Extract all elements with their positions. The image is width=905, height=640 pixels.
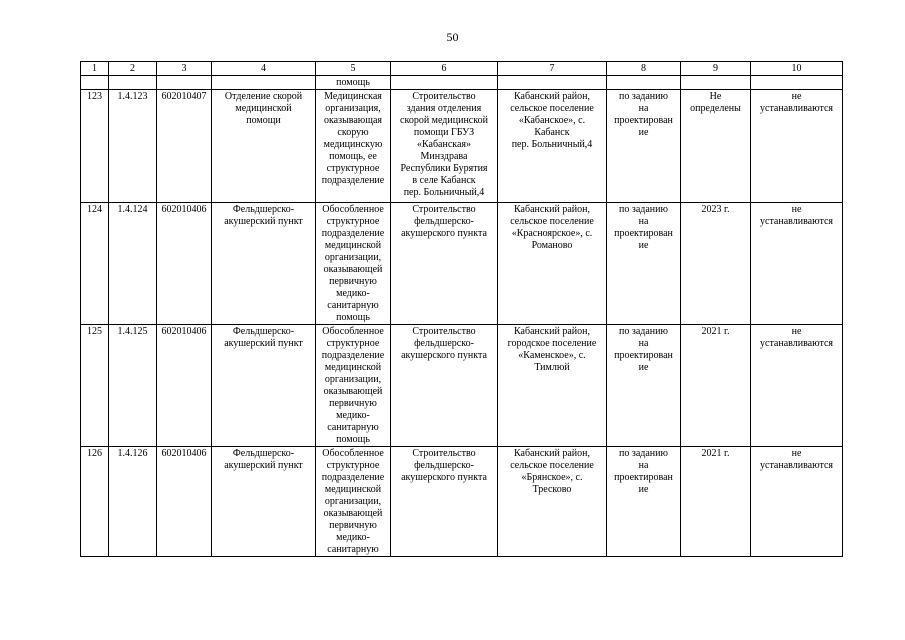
characteristics-cell <box>607 447 681 557</box>
cell-text-line: Строительство <box>412 91 476 102</box>
cell-text-line: организации, <box>324 252 382 263</box>
cell-text-line: «Брянское», с. <box>521 472 583 483</box>
cell-text-line: медицинскую <box>323 139 383 150</box>
object-purpose-cell <box>316 203 391 325</box>
cell-text-line: подразделение <box>321 472 385 483</box>
cell-text-line: устанавливаются <box>760 103 833 114</box>
activity-cell <box>391 203 498 325</box>
cell-text-line: организации, <box>324 374 382 385</box>
cell-text-line: медицинской <box>324 240 382 251</box>
column-number: 5 <box>316 62 391 76</box>
cell-text-line: акушерский пункт <box>224 338 303 349</box>
cell-text-line: оказывающая <box>323 115 383 126</box>
table-cell <box>751 76 843 90</box>
table-cell <box>109 76 157 90</box>
column-number: 6 <box>391 62 498 76</box>
cell-text-line: помощь <box>336 312 370 323</box>
characteristics-cell <box>607 325 681 447</box>
column-number: 10 <box>751 62 843 76</box>
cell-text-line: структурное <box>326 460 380 471</box>
cell-text-line: по заданию <box>619 91 668 102</box>
cell-text-line: скорой медицинской <box>400 115 488 126</box>
table-cell <box>212 76 316 90</box>
object-purpose-cell <box>316 325 391 447</box>
column-number-row <box>81 62 843 76</box>
cell-text-line: по заданию <box>619 204 668 215</box>
table-row <box>81 203 843 325</box>
zones-cell <box>751 447 843 557</box>
cell-text-line: организация, <box>325 103 381 114</box>
row-number-cell: 124 <box>81 203 109 325</box>
cell-text-line: 2021 г. <box>701 326 730 337</box>
cell-text-line: акушерского пункта <box>401 350 487 361</box>
cell-text-line: акушерского пункта <box>401 472 487 483</box>
location-cell <box>498 90 607 203</box>
table-cell <box>607 76 681 90</box>
object-name-cell <box>212 325 316 447</box>
cell-text-line: фельдшерско- <box>414 216 474 227</box>
cell-text-line: Обособленное <box>322 448 384 459</box>
cell-text-line: помощи ГБУЗ <box>413 127 475 138</box>
object-name-cell <box>212 203 316 325</box>
cell-text-line: на <box>638 216 649 227</box>
cell-text-line: фельдшерско- <box>414 460 474 471</box>
activity-cell <box>391 447 498 557</box>
characteristics-cell <box>607 90 681 203</box>
deadline-cell <box>681 447 751 557</box>
cell-text-line: первичную <box>329 276 377 287</box>
column-number: 3 <box>157 62 212 76</box>
cell-text-line: Республики Бурятия <box>400 163 488 174</box>
cell-text-line: Тимлюй <box>534 362 570 373</box>
activity-cell <box>391 90 498 203</box>
cell-text-line: санитарную <box>327 300 379 311</box>
cell-text-line: Кабанск <box>534 127 570 138</box>
row-number-cell: 125 <box>81 325 109 447</box>
cell-text-line: первичную <box>329 520 377 531</box>
okof-code-cell: 602010406 <box>157 447 212 557</box>
cell-text-line: сельское поселение <box>510 216 594 227</box>
column-number: 9 <box>681 62 751 76</box>
cell-text-line: помощь <box>336 434 370 445</box>
cell-text-line: сельское поселение <box>510 103 594 114</box>
continuation-purpose-cell <box>316 76 391 90</box>
cell-text-line: ие <box>638 240 649 251</box>
cell-text-line: Строительство <box>412 326 476 337</box>
cell-text-line: Минздрава <box>420 151 468 162</box>
table-cell <box>681 76 751 90</box>
cell-text-line: подразделение <box>321 228 385 239</box>
cell-text-line: Кабанский район, <box>514 204 590 215</box>
column-number: 4 <box>212 62 316 76</box>
characteristics-cell <box>607 203 681 325</box>
cell-text-line: оказывающей <box>323 386 383 397</box>
cell-text-line: не <box>791 91 802 102</box>
cell-text-line: «Красноярское», с. <box>511 228 593 239</box>
cell-text-line: подразделение <box>321 175 385 186</box>
cell-text-line: медико- <box>336 410 370 421</box>
cell-text-line: «Каменское», с. <box>518 350 586 361</box>
cell-text-line: устанавливаются <box>760 338 833 349</box>
cell-text-line: структурное <box>326 216 380 227</box>
cell-text-line: оказывающей <box>323 508 383 519</box>
cell-text-line: Фельдшерско- <box>232 204 295 215</box>
cell-text-line: проектирован <box>614 115 673 126</box>
column-number: 1 <box>81 62 109 76</box>
location-cell <box>498 203 607 325</box>
cell-text-line: пер. Больничный,4 <box>511 139 593 150</box>
cell-text-line: ие <box>638 484 649 495</box>
column-number: 7 <box>498 62 607 76</box>
cell-text-line: акушерский пункт <box>224 460 303 471</box>
row-code-cell: 1.4.126 <box>109 447 157 557</box>
cell-text-line: Кабанский район, <box>514 91 590 102</box>
cell-text-line: устанавливаются <box>760 460 833 471</box>
location-cell <box>498 447 607 557</box>
object-name-cell <box>212 90 316 203</box>
cell-text-line: проектирован <box>614 350 673 361</box>
cell-text-line: Строительство <box>412 204 476 215</box>
table-row <box>81 447 843 557</box>
objects-table <box>80 61 843 557</box>
cell-text-line: Романово <box>531 240 573 251</box>
zones-cell <box>751 203 843 325</box>
row-code-cell: 1.4.125 <box>109 325 157 447</box>
cell-text-line: сельское поселение <box>510 460 594 471</box>
cell-text-line: Не <box>709 91 722 102</box>
cell-text-line: структурное <box>326 163 380 174</box>
row-code-cell: 1.4.123 <box>109 90 157 203</box>
cell-text-line: помощь, ее <box>329 151 377 162</box>
cell-text-line: помощи <box>246 115 281 126</box>
deadline-cell <box>681 90 751 203</box>
cell-text-line: Фельдшерско- <box>232 448 295 459</box>
cell-text-line: помощь <box>336 77 370 88</box>
cell-text-line: не <box>791 204 802 215</box>
cell-text-line: Тресково <box>532 484 572 495</box>
table-cell <box>81 76 109 90</box>
cell-text-line: структурное <box>326 338 380 349</box>
object-purpose-cell <box>316 90 391 203</box>
row-code-cell: 1.4.124 <box>109 203 157 325</box>
cell-text-line: организации, <box>324 496 382 507</box>
cell-text-line: подразделение <box>321 350 385 361</box>
table-row <box>81 90 843 203</box>
cell-text-line: Медицинская <box>324 91 382 102</box>
deadline-cell <box>681 325 751 447</box>
cell-text-line: Отделение скорой <box>224 91 303 102</box>
cell-text-line: не <box>791 326 802 337</box>
deadline-cell <box>681 203 751 325</box>
okof-code-cell: 602010406 <box>157 203 212 325</box>
table-cell <box>157 76 212 90</box>
cell-text-line: Строительство <box>412 448 476 459</box>
cell-text-line: ие <box>638 127 649 138</box>
cell-text-line: «Кабанское», с. <box>518 115 586 126</box>
cell-text-line: Кабанский район, <box>514 448 590 459</box>
cell-text-line: оказывающей <box>323 264 383 275</box>
cell-text-line: 2021 г. <box>701 448 730 459</box>
cell-text-line: медико- <box>336 288 370 299</box>
row-number-cell: 126 <box>81 447 109 557</box>
cell-text-line: Обособленное <box>322 204 384 215</box>
cell-text-line: 2023 г. <box>701 204 730 215</box>
cell-text-line: акушерский пункт <box>224 216 303 227</box>
cell-text-line: медико- <box>336 532 370 543</box>
location-cell <box>498 325 607 447</box>
table-row <box>81 325 843 447</box>
cell-text-line: пер. Больничный,4 <box>403 187 485 198</box>
cell-text-line: определены <box>690 103 741 114</box>
cell-text-line: в селе Кабанск <box>412 175 476 186</box>
activity-cell <box>391 325 498 447</box>
cell-text-line: Кабанский район, <box>514 326 590 337</box>
column-number: 8 <box>607 62 681 76</box>
cell-text-line: устанавливаются <box>760 216 833 227</box>
okof-code-cell: 602010406 <box>157 325 212 447</box>
cell-text-line: не <box>791 448 802 459</box>
okof-code-cell: 602010407 <box>157 90 212 203</box>
continuation-row <box>81 76 843 90</box>
cell-text-line: первичную <box>329 398 377 409</box>
cell-text-line: здания отделения <box>406 103 482 114</box>
cell-text-line: медицинской <box>324 362 382 373</box>
cell-text-line: акушерского пункта <box>401 228 487 239</box>
page-number: 50 <box>446 30 459 44</box>
cell-text-line: фельдшерско- <box>414 338 474 349</box>
table-cell <box>498 76 607 90</box>
row-number-cell: 123 <box>81 90 109 203</box>
cell-text-line: на <box>638 460 649 471</box>
cell-text-line: проектирован <box>614 228 673 239</box>
zones-cell <box>751 90 843 203</box>
cell-text-line: ие <box>638 362 649 373</box>
cell-text-line: медицинской <box>235 103 292 114</box>
column-number: 2 <box>109 62 157 76</box>
cell-text-line: медицинской <box>324 484 382 495</box>
object-purpose-cell <box>316 447 391 557</box>
cell-text-line: на <box>638 338 649 349</box>
cell-text-line: по заданию <box>619 326 668 337</box>
cell-text-line: по заданию <box>619 448 668 459</box>
cell-text-line: Фельдшерско- <box>232 326 295 337</box>
cell-text-line: Обособленное <box>322 326 384 337</box>
cell-text-line: «Кабанская» <box>416 139 472 150</box>
zones-cell <box>751 325 843 447</box>
object-name-cell <box>212 447 316 557</box>
cell-text-line: скорую <box>337 127 369 138</box>
cell-text-line: санитарную <box>327 422 379 433</box>
cell-text-line: санитарную <box>327 544 379 555</box>
cell-text-line: проектирован <box>614 472 673 483</box>
table-cell <box>391 76 498 90</box>
cell-text-line: на <box>638 103 649 114</box>
cell-text-line: городское поселение <box>507 338 597 349</box>
